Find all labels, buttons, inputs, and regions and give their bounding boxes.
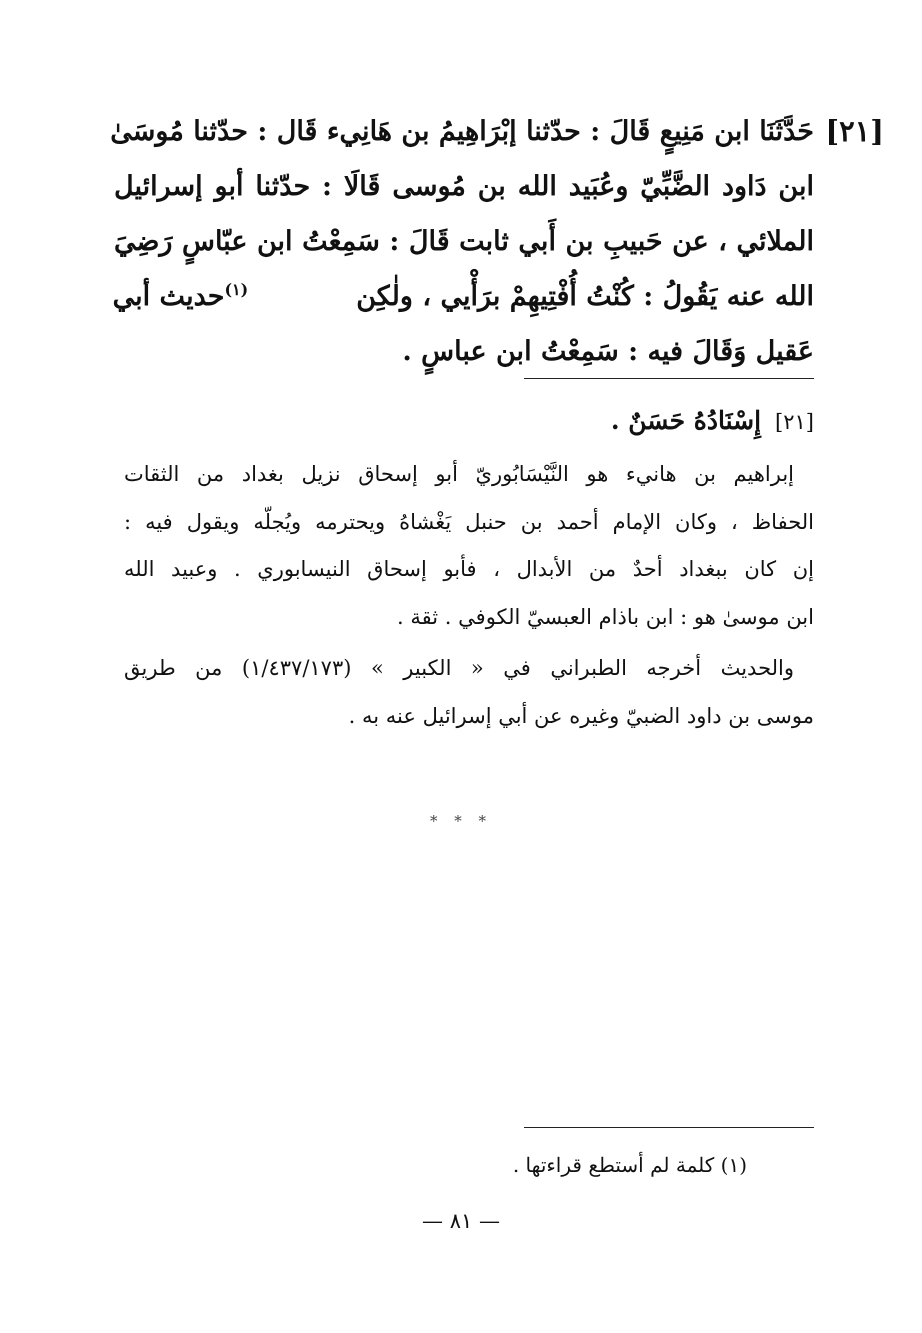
hadith-line-1: حَدَّثَنَا ابن مَنِيعٍ قَالَ : حدّثنا إبْرَاهِيمُ بن هَانِيء قَال : حدّثنا مُوسَىٰ [110,116,814,147]
page-number: — ٨١ — [422,1209,500,1233]
commentary-line: موسى بن داود الضبيّ وغيره عن أبي إسرائيل عنه به . [348,703,814,728]
commentary-line: إبراهيم بن هانيء هو النَّيْسَابُوريّ أبو إسحاق نزيل بغداد من الثقات [124,462,794,486]
hadith-block [110,104,884,379]
commentary-line: الحفاظ ، وكان الإمام أحمد بن حنبل يَغْشاهُ ويحترمه ويُجلّه ويقول فيه : [124,509,814,534]
hadith-line-4-end: حديث أبي [112,281,225,312]
hadith-line-3: الملائي ، عن حَبيبِ بن أَبي ثابت قَالَ : سَمِعْتُ ابن عبّاسٍ رَضِيَ [114,226,814,257]
grading-number: [٢١] [775,410,814,434]
hadith-number: [٢١] [825,114,884,148]
grading-text: إِسْنَادُهُ حَسَنٌ . [610,406,762,435]
commentary-paragraph-1 [124,451,814,641]
commentary-line: والحديث أخرجه الطبراني في « الكبير » (١/٤٣٧/١٧٣) من طريق [124,656,794,680]
hadith-line-4 [114,269,814,324]
footnote: (١) كلمة لم أستطع قراءتها . [512,1153,747,1177]
hadith-line-2: ابن دَاود الضَّبِّيّ وعُبَيد الله بن مُوسى قَالَا : حدّثنا أبو إسرائيل [114,171,814,202]
section-separator-stars: * * * [429,812,493,830]
commentary-paragraph-2 [124,645,814,740]
hadith-line-4-start: الله عنه يَقُولُ : كُنْتُ أُفْتِيهِمْ برَأْيي ، ولٰكِن [356,281,814,312]
footnote-marker: (١) [224,280,249,299]
commentary-line: ابن موسىٰ هو : ابن باذام العبسيّ الكوفي . ثقة . [397,604,814,629]
footnote-divider [524,1127,814,1128]
commentary-line: إن كان ببغداد أحدٌ من الأبدال ، فأبو إسحاق النيسابوري . وعبيد الله [124,557,814,581]
section-divider [524,378,814,379]
commentary-block [124,451,814,740]
hadith-line-5: عَقيل وَقَالَ فيه : سَمِعْتُ ابن عباسٍ . [402,336,814,367]
grading-line [114,398,814,445]
